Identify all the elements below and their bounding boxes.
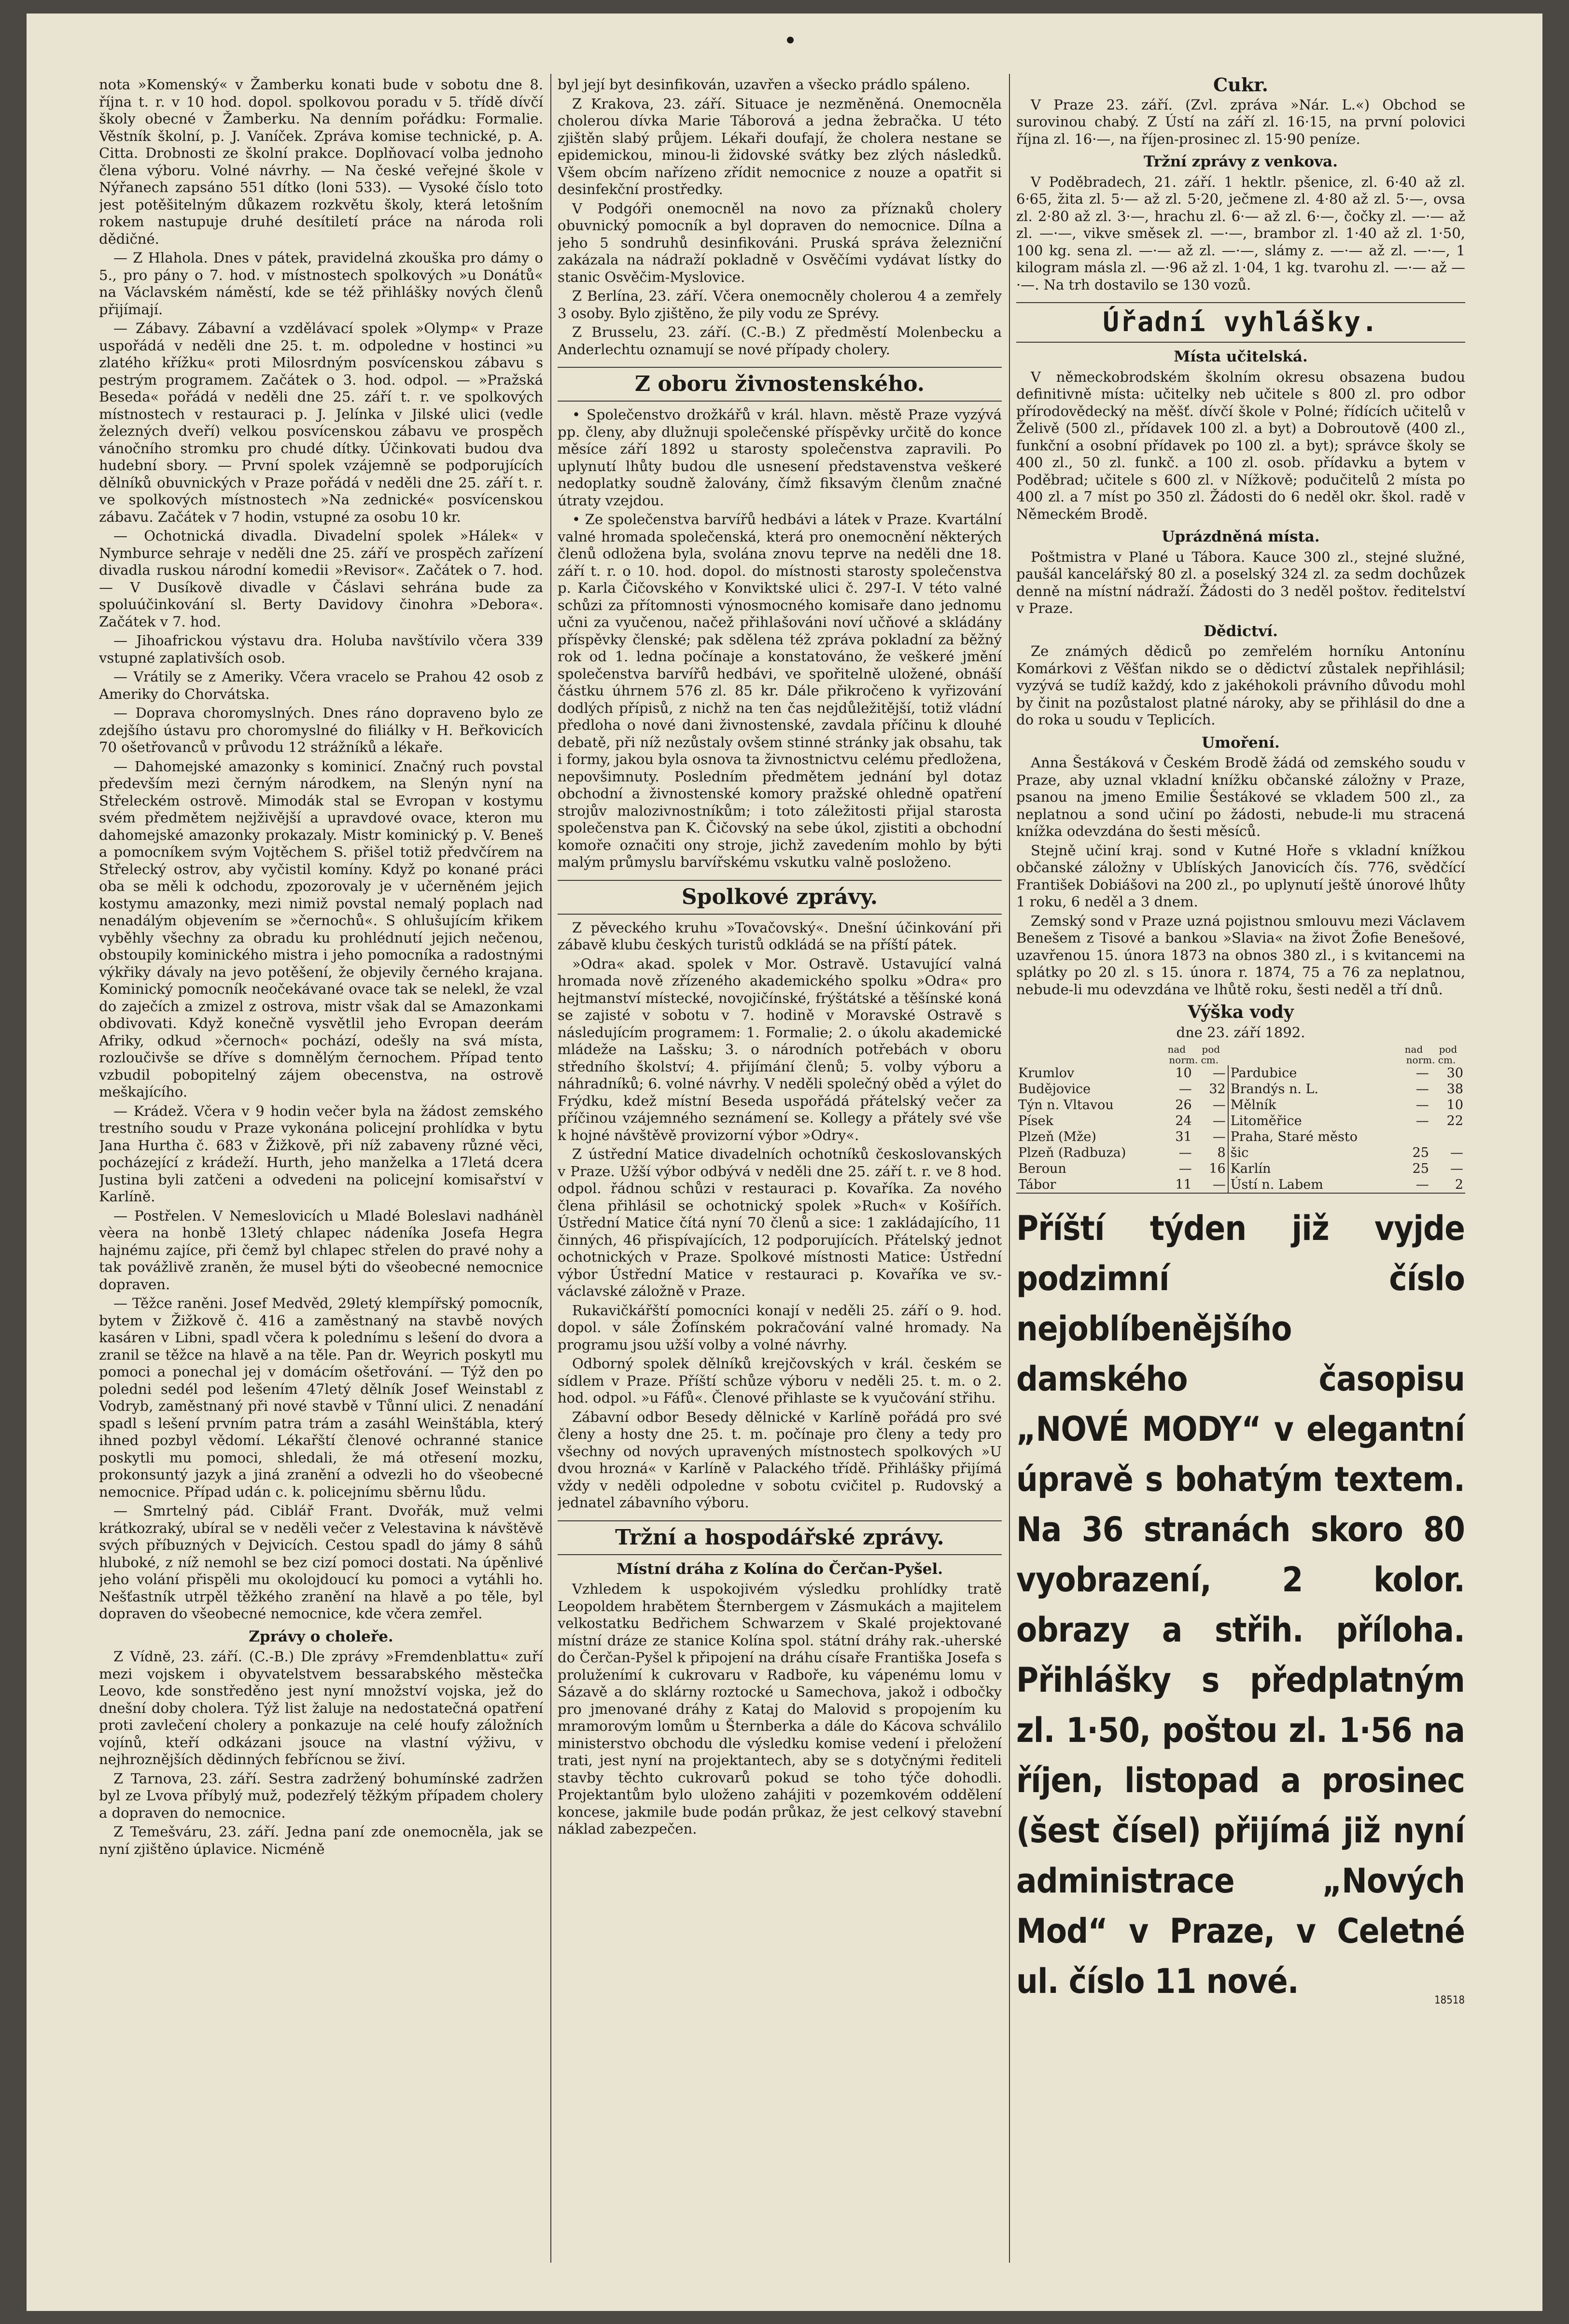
table-cell: 38 <box>1446 1082 1463 1097</box>
table-cell: 25 <box>1412 1145 1429 1160</box>
paragraph: — Dahomejské amazonky s kominicí. Značný ruch povstal především mezi černým národkem, na Slenýn nyní na Střeleckém ostrově. Mimodák stal se Evropan v kostymu svém předmětem nejživější a upravdové ovace, kteron mu dahomejské amazonky prokazaly. Mistr kominický p. V. Beneš a pomocníkem svým Vojtěchem S. přišel totiž předvčírem na Střelecký ostrov, aby vyčistil komíny. Když po konané práci oba se měli k odchodu, zpozorovaly je v učerněném jejich kostymu amazonky, mezi nimiž povstal nemalý poplach nad nenadálým objevením se »černochů«. S ohlušujícím křikem vyběhly všechny za obradu ku prohlédnutí jejich nečenou, obstoupily kominického mistra i jeho pomocníka a radostnými výkřiky dávaly na jevo potěšení, že objevily černého krajana. Kominický pomocník neočekávané ovace tak se nelekl, že vzal do zaječích a zmizel z ostrova, mistr však dal se Amazonkami obdivovati. Když konečně vysvětlil jeho Evropan deerám Afriky, odkud »černoch« pochází, odešly na svá místa, rozloučivše se dříve s domnělým černochem. Případ tento vzbudil pobopitelný zájem obecenstva, na ostrově meškajícího. <box>99 758 543 1100</box>
table-cell: — <box>1212 1129 1226 1144</box>
table-cell: 11 <box>1160 1177 1194 1193</box>
paragraph: — Smrtelný pád. Ciblář Frant. Dvořák, muž velmi krátkozraký, ubíral se v neděli večer z Velestavina k návštěvě svých příbuzných v Dejvicích. Cestou spadl do jámy 8 sáhů hluboké, z níž nemohl se bez cizí pomoci dostati. Na úpěnlivé jeho volání přispěli mu okolojdoucí ku pomoci a vytáhli ho. Nešťastník utrpěl těžkého zranění na hlavě a po těle, byl dopraven do všeobecné nemocnice, kde včera zemřel. <box>99 1503 543 1622</box>
water-level-table <box>1016 1044 1465 1194</box>
table-row <box>1016 1129 1465 1145</box>
table-row <box>1016 1145 1465 1161</box>
table-cell: Litoměřice <box>1228 1113 1397 1129</box>
page-marker <box>787 37 794 43</box>
section-heading-zivnost: Z oboru živnostenského. <box>558 367 1002 402</box>
table-cell <box>1397 1129 1431 1145</box>
table-cell: Praha, Staré město <box>1228 1129 1397 1145</box>
table-cell: 26 <box>1175 1098 1192 1113</box>
table-cell: — <box>1194 1177 1228 1193</box>
table-cell <box>1431 1129 1465 1145</box>
paragraph: — Ochotnická divadla. Divadelní spolek »Hálek« v Nymburce sehraje v neděli dne 25. září ve prospěch zařízení divadla ruskou národní komedii »Revisor«. Začátek o 7. hod. — V Dusíkově divadle v Čáslavi sehrána bude za spoluúčinkování sl. Berty Davidovy činohra »Debora«. Začátek v 7. hod. <box>99 528 543 630</box>
table-cell: Budějovice <box>1018 1082 1091 1097</box>
table-cell: Plzeň (Radbuza) <box>1018 1145 1126 1160</box>
paragraph: Odborný spolek dělníků krejčovských v král. českém se sídlem v Praze. Příští schůze výboru v neděli 25. t. m. o 2. hod. odpol. »u Fáfů«. Členové přihlaste se k vyučování střihu. <box>558 1355 1002 1406</box>
paragraph: Z ústřední Matice divadelních ochotníků českoslovanských v Praze. Užší výbor odbývá v neděli dne 25. září t. r. ve 8 hod. odpol. řádnou schůzi v restauraci p. Kovaříka. Za nového člena přihlásil se ochotnický spolek »Ruch« v Košířích. Ústřední Matice čítá nyní 70 členů a sice: 1 zakládajícího, 11 činných, 46 přispívajících, 12 podporujících. Přátelský jednot ochotnických v Praze. Spolkové místnosti Matice: Ústřední výbor Ústřední Matice v restauraci p. Kovaříka ve sv.-václavské záložně v Praze. <box>558 1146 1002 1299</box>
section-heading-venkov: Tržní zprávy z venkova. <box>1143 153 1338 170</box>
paragraph: Z Tarnova, 23. září. Sestra zadržený bohumínské zadržen byl ze Lvova příbylý muž, podezřelý těžkým případem cholery a dopraven do nemocnice. <box>99 1770 543 1821</box>
table-cell: — <box>1212 1098 1226 1113</box>
paragraph: »Odra« akad. spolek v Mor. Ostravě. Ustavující valná hromada nově zřízeného akademického spolku »Odra« pro hejtmanství místecké, novojičínské, frýštátské a těšínské koná se zajisté v sobotu v 7. hodině v Moravské Ostravě s následujícím programem: 1. Formalie; 2. o úkolu akademické mládeže na Lašsku; 3. o národních potřebách v oboru středního školství; 4. přijímání členů; 5. volby výboru a náhradníků; 6. volné návrhy. V neděli společný oběd a výlet do Frýdku, kdež místní Beseda uspořádá přátelský večer za příčinou vzájemného seznámení se. Kollegy a přátely své vše k hojné návštěvě provizorní výbor »Odry«. <box>558 955 1002 1143</box>
table-cell: Týn n. Vltavou <box>1018 1098 1114 1113</box>
table-cell: — <box>1212 1066 1226 1081</box>
table-cell: 2 <box>1431 1177 1465 1193</box>
table-cell: — <box>1415 1082 1429 1097</box>
table-cell: — <box>1450 1145 1463 1160</box>
paragraph: • Společenstvo drožkářů v král. hlavn. městě Praze vyzývá pp. členy, aby dlužnuji společenské příspěvky určitě do konce měsíce září 1892 u starosty společenstva zapravili. Po uplynutí lhůty budou dle usnesení představenstva veškeré nedoplatky soudně žalovány, čímž fiksavým členům značné útraty vzejdou. <box>558 406 1002 509</box>
subheading: Místa učitelská. <box>1174 348 1308 365</box>
table-row <box>1016 1177 1465 1193</box>
column-header: norm. cm. <box>1406 1054 1456 1066</box>
paragraph: Stejně učiní kraj. sond v Kutné Hoře s vkladní knížkou občanské záložny v Ublíských Janovicích čís. 776, svědčící František Dobiášovi na 200 zl., po uplynutí ještě únorové lhůty 1 roku, 6 neděl a 3 dnem. <box>1016 842 1465 910</box>
table-row <box>1016 1097 1465 1113</box>
table-cell: 25 <box>1412 1161 1429 1176</box>
section-heading-trzni: Tržní a hospodářské zprávy. <box>558 1520 1002 1555</box>
table-cell: — <box>1178 1145 1192 1160</box>
paragraph: V Podgóři onemocněl na novo za příznaků cholery obuvnický pomocník a byl dopraven do nemocnice. Dílna a jeho 5 sondruhů desinfikováni. Pruská správa železniční zakázala na nádraží pokladně v Osvěčími vydávat lístky do stanic Osvěčim-Myslovice. <box>558 200 1002 285</box>
table-cell: 31 <box>1175 1129 1192 1144</box>
paragraph: Poštmistra v Plané u Tábora. Kauce 300 zl., stejné služné, paušál kancelářský 80 zl. a poselský 324 zl. za sedm dochůzek denně na místní nádraží. Žádosti do 3 neděl poštov. ředitelství v Praze. <box>1016 548 1465 616</box>
table-row <box>1016 1065 1465 1081</box>
table-cell: — <box>1178 1082 1192 1097</box>
advertisement-nove-mody <box>1016 1203 1465 2006</box>
paragraph: V německobrodském školním okresu obsazena budou definitivně místa: učitelky neb učitele s 800 zl. pro odbor přírodovědecký na měšť. dívčí škole v Polné; řídících učitelů v Želivě (500 zl., přídavek 100 zl. a byt) a Dobroutově (400 zl., funkční a osobní přídavek po 100 zl. a byt); správce školy se 400 zl., 50 zl. funkč. a 100 zl. osob. přídavku a bytem v Poděbrad; učitele s 600 zl. v Nížkově; podučitelů 2 místa po 400 zl. a 7 míst po 350 zl. Žádosti do 6 neděl okr. škol. radě v Německém Brodě. <box>1016 368 1465 522</box>
table-row <box>1016 1081 1465 1097</box>
table-header-row <box>1016 1055 1465 1065</box>
subheading: Místní dráha z Kolína do Čerčan-Pyšel. <box>616 1560 943 1578</box>
section-heading-cholera: Zprávy o choleře. <box>249 1628 393 1645</box>
column-1 <box>99 76 543 2268</box>
table-cell: — <box>1397 1177 1431 1193</box>
paragraph: — Vrátily se z Ameriky. Včera vracelo se Prahou 42 osob z Ameriky do Chorvátska. <box>99 668 543 702</box>
table-cell: šic <box>1228 1145 1397 1161</box>
paragraph: Anna Šestáková v Českém Brodě žádá od zemského soudu v Praze, aby uznal vkladní knížku občanské záložny v Praze, psanou na jmeno Emilie Šestákové se vkladem 500 zl., za neplatnou a sond učiní po žádosti, nebude-li mu stracená knížka odevzdána do šesti měsíců. <box>1016 754 1465 839</box>
table-cell: Písek <box>1018 1113 1053 1128</box>
paragraph: Ze známých dědiců po zemřelém horníku Antonínu Komárkovi z Věšťan nikdo se o dědictví zůstalek nepřihlásil; vyzývá se tudíž každý, kdo z jakéhokoli právního důvodu mohl by činit na pozůstalost platné nároky, aby se přihlásil do dne a do roka u soudu v Teplicích. <box>1016 643 1465 728</box>
paragraph: Z Vídně, 23. září. (C.-B.) Dle zprávy »Fremdenblattu« zuří mezi vojskem i obyvatelstvem bessarabského městečka Leovo, kde sonstředěno jest nyní množství vojska, jež do dnešní doby cholera. Týž list žaluje na nedostatečná opatření proti zavlečení cholery a ponkazuje na celé houfy záložních vojínů, kteří odkázani jsouce na vlastní výživu, v nejhroznějších dědinných febřícnou se živí. <box>99 1648 543 1767</box>
subheading: Uprázdněná místa. <box>1162 528 1320 545</box>
paragraph: Z Temešváru, 23. září. Jedna paní zde onemocněla, jak se nyní zjištěno úplavice. Nicméně <box>99 1823 543 1857</box>
subheading: Dědictví. <box>1204 622 1278 640</box>
paragraph: — Zábavy. Zábavní a vzdělávací spolek »Olymp« v Praze uspořádá v neděli dne 25. t. m. odpoledne v hostinci »u zlatého křížku« proti Milosrdným posvícenskou zábavu s pestrým programem. Začátek o 3. hod. odpol. — »Pražská Beseda« pořádá v neděli dne 25. září t. r. ve spolkových místnostech v restauraci p. J. Jelínka v Jilské ulici (vedle železných dveří) velkou posvícenskou zábavu ve prospěch vánočního stromku pro chudé dítky. Účinkovati budou dva hudební sbory. — První spolek vzájemně se podporujících dělníků obuvnických v Praze pořádá v neděli dne 25. září t. r. ve spolkových místnostech »Na zednické« posvícenskou zábavu. Začátek v 7 hodin, vstupné za osobu 10 kr. <box>99 320 543 525</box>
table-cell: — <box>1450 1161 1463 1176</box>
table-cell: 16 <box>1209 1161 1226 1176</box>
paragraph: Z Brusselu, 23. září. (C.-B.) Z předměstí Molenbecku a Anderlechtu oznamují se nové případy cholery. <box>558 324 1002 358</box>
table-cell: Brandýs n. L. <box>1228 1081 1397 1097</box>
column-divider <box>550 74 551 2263</box>
paragraph: • Ze společenstva barvířů hedbávi a látek v Praze. Kvartální valné hromada společenská, která pro onemocnění některých členů odložena byla, svolána znovu teprve na neděli dne 18. září t. r. o 10. hod. dopol. do místnosti starosty společenstva p. Karla Čičovského v Konviktské ulici č. 297-I. V této valné schůzi za přítomnosti výnosmocného komisaře dano jednomu učni za vyučenou, načež přihlašováni noví učňové a skládány příspěvky členské; pak sdělena též zpráva pokladní za běžný rok od 1. ledna počínaje a konstatováno, že veškeré jmění společenstva barvířů hedbávi, ve spořitelně uložené, obnáší částku úhrnem 576 zl. 85 kr. Dále přikročeno k vyřizování dodlých přípisů, z nichž na ten čas nejdůležitější, totiž vládní předloha o nové dani živnostenské, zavdala příčinu k dlouhé debatě, při níž nezůstaly ovšem stinné stránky jak obsahu, tak i formy, jakou byla osnova ta živnostnictvu celému předložena, nepovšimnuty. Posledním předmětem jednání byl dotaz obchodní a živnostenské komory pražské ohledně opatření strojův malozivnostníkům; i toto záležitosti přijal starosta společenstva pan K. Čičovský na sebe úkol, zjistiti a obchodní komoře označiti ony stroje, jichž zavedením mohlo by býti malým průmyslu barvířskému vskutku valně posloženo. <box>558 511 1002 870</box>
local-news <box>99 76 543 1623</box>
paragraph: — Z Hlahola. Dnes v pátek, pravidelná zkouška pro dámy o 5., pro pány o 7. hod. v místnostech spolkových »u Donátů« na Václavském náměstí, kde se též přihlášky nových členů přijímají. <box>99 250 543 318</box>
paragraph: — Krádež. Včera v 9 hodin večer byla na žádost zemského trestního soudu v Praze vykonána policejní prohlídka v bytu Jana Hurtha č. 683 v Žižkově, při níž zabaveny různé věci, pocházející z krádeží. Hurth, jeho manželka a 17letá dcera Justina byli zatčeni a odvedeni na policejní komisařství v Karlíně. <box>99 1102 543 1205</box>
table-cell: Krumlov <box>1018 1066 1075 1081</box>
water-level-rows <box>1016 1065 1465 1193</box>
ad-text: Příští týden již vyjde podzimní číslo nejoblíbenějšího damského časopisu „NOVÉ MODY“ v elegantní úpravě s bohatým textem. Na 36 stranách skoro 80 vyobrazení, 2 kolor. obrazy a střih. příloha. Přihlášky s předplatným zl. 1·50, poštou zl. 1·56 na říjen, listopad a prosinec (šest čísel) přijímá již nyní administrace „Nových Mod“ v Praze, v Celetné ul. číslo 11 nové. <box>1016 1209 1465 2001</box>
table-cell: — <box>1415 1113 1429 1128</box>
table-cell: Tábor <box>1016 1177 1160 1193</box>
table-cell: 30 <box>1446 1066 1463 1081</box>
column-divider <box>1009 74 1010 2263</box>
paragraph: nota »Komenský« v Žamberku konati bude v sobotu dne 8. října t. r. v 10 hod. dopol. spolkovou poradu v 5. třídě dívčí školy obecné v Žamberku. Na denním pořádku: Formalie. Věstník školní, p. J. Vaníček. Zpráva komise technické, p. A. Citta. Drobnosti ze školní prakce. Doplňovací volba jednoho člena výboru. Volné návrhy. — Na české veřejné škole v Nýřanech zapsáno 551 dítko (loni 533). — Vysoké číslo toto jest potěšitelným důkazem rozkvětu školy, která letošním rokem nastupuje druhé desítiletí práce na národa roli dědičné. <box>99 76 543 247</box>
table-cell: 10 <box>1175 1066 1192 1081</box>
table-cell: — <box>1415 1098 1429 1113</box>
paragraph: V Praze 23. září. (Zvl. zpráva »Nár. L.«) Obchod se surovinou chabý. Z Ústí na září zl. 16·15, na první polovici října zl. 16·—, na říjen-prosinec zl. 15·90 peníze. <box>1016 96 1465 147</box>
table-cell: 22 <box>1446 1113 1463 1128</box>
table-cell: Mělník <box>1228 1097 1397 1113</box>
paragraph: Vzhledem k uspokojivém výsledku prohlídky tratě Leopoldem hrabětem Šternbergem v Zásmukách a majitelem velkostatku Bedřichem Schwarzem v Skalé projektované místní dráze ze stanice Kolína spol. státní dráhy rak.-uherské do Čerčan-Pyšel k připojení na dráhu císaře Františka Josefa s proluženímí k cukrovaru v Radboře, ku vápenému lomu v Sázavě a do sklárny roztocké u Samechova, jakož i odbočky pro jmenované dráhy z Kataj do Malovid s propojením ku mramorovým lomům u Šternberka a dále do Kácova schválilo ministerstvo obchodu dle výsledku komise vedení i přeložení trati, jest nyní na projektantech, aby se s dotyčnými řediteli stavby těchto cukrovarů pokud se toho týče dohodli. Projektantům bylo uloženo zahájiti v pozemkovém oddělení koncese, jakmile bude podán průkaz, že jest celkový stavební náklad zabezpečen. <box>558 1581 1002 1837</box>
table-cell: 10 <box>1446 1098 1463 1113</box>
table-cell: Beroun <box>1018 1161 1066 1176</box>
table-cell: — <box>1212 1113 1226 1128</box>
paragraph: — Postřelen. V Nemeslovicích u Mladé Boleslavi nadhánèl vèera na honbě 13letý chlapec nádeníka Josefa Hegra hajnému zajíce, při čemž byl chlapec střelen do pravé nohy a tak povážlivě zraněn, že musel býti do všeobecné nemocnice dopraven. <box>99 1207 543 1293</box>
paragraph: Zemský sond v Praze uzná pojistnou smlouvu mezi Václavem Benešem z Tisové a bankou »Slavia« na život Žofie Benešové, uzavřenou 15. února 1873 na obnos 380 zl., i s kvitancemi na splátky po 20 zl. s 15. února r. 1874, 75 a 76 za neplatnou, nebude-li mu odevzdána ve lhůtě roku, šesti neděl a tří dnů. <box>1016 912 1465 998</box>
column-3 <box>1016 76 1465 2268</box>
paragraph: — Jihoafrickou výstavu dra. Holuba navštívilo včera 339 vstupné zaplativších osob. <box>99 632 543 666</box>
newspaper-page <box>27 14 1542 2311</box>
ad-number: 18518 <box>1434 1994 1465 2006</box>
column-header: pod <box>1202 1044 1220 1055</box>
table-cell: Karlín <box>1228 1161 1397 1177</box>
table-cell: 8 <box>1217 1145 1226 1160</box>
table-row <box>1016 1161 1465 1177</box>
table-header-row <box>1016 1044 1465 1055</box>
table-cell: 32 <box>1209 1082 1226 1097</box>
section-heading-spolkove: Spolkové zprávy. <box>558 880 1002 915</box>
paragraph: — Doprava choromyslných. Dnes ráno dopraveno bylo ze zdejšího ústavu pro choromyslné do filiálky v H. Beřkovicích 70 ošetřovanců v průvodu 12 strážníků a lékaře. <box>99 705 543 755</box>
table-cell: Plzeň (Mže) <box>1018 1129 1096 1144</box>
section-heading-urad: Úřadní vyhlášky. <box>1016 302 1465 343</box>
section-heading-cukr: Cukr. <box>1213 76 1268 96</box>
paragraph: Rukavičkářští pomocníci konají v neděli 25. září o 9. hod. dopol. v sále Žofínském pokračování valné hromady. Na programu jsou užší volby a volné návrhy. <box>558 1302 1002 1353</box>
table-cell: 24 <box>1175 1113 1192 1128</box>
table-cell: Ústí n. Labem <box>1228 1177 1397 1193</box>
table-cell: — <box>1178 1161 1192 1176</box>
paragraph: — Těžce raněni. Josef Medvěd, 29letý klempířský pomocník, bytem v Žižkově č. 416 a zaměstnaný na stavbě nových kasáren v Libni, spadl včera k polednímu s lešení do dvora a zranil se těžce na hlavě a na těle. Pan dr. Weyrich poskytl mu pomoci a ponechal jej v domácím ošetřování. — Týž den po poledni sedél pod lešením 47letý dělník Josef Weinstabl z Vodryb, zaměstnaný při nové stavbě v Tůnní ulici. Z nenadání spadl s lešení prvním patra trám a zasáhl Weinštábla, který ihned pozbyl vědomí. Lékařští členové ochranné stanice poskytli mu pomoci, shledali, že má otřesení mozku, prokonsuntý jazyk a jiná zranění a odvezli ho do všeobecné nemocnice. Případ udán c. k. policejnímu sběrnu lůdu. <box>99 1295 543 1500</box>
paragraph: byl její byt desinfikován, uzavřen a všecko prádlo spáleno. <box>558 76 970 93</box>
paragraph: V Poděbradech, 21. září. 1 hektlr. pšenice, zl. 6·40 až zl. 6·65, žita zl. 5·— až zl. 5·20, ječmene zl. 4·80 až zl. 5·—, ovsa zl. 2·80 až zl. 3·—, hrachu zl. 6·— až zl. 6·—, čočky zl. —·— až zl. —·—, vikve směsek zl. —·—, brambor zl. 1·40 až zl. 1·50, 100 kg. sena zl. —·— až zl. —·—, slámy z. —·— až zl. —·—, 1 kilogram másla zl. —·96 až zl. 1·04, 1 kg. tvarohu zl. —·— až —·—. Na trh dostavilo se 130 vozů. <box>1016 173 1465 293</box>
paragraph: Z Berlína, 23. září. Včera onemocněly cholerou 4 a zemřely 3 osoby. Bylo zjištěno, že pily vodu ze Sprévy. <box>558 288 1002 321</box>
table-cell: Pardubice <box>1228 1065 1397 1081</box>
column-header: pod <box>1439 1044 1457 1055</box>
paragraph: Z pěveckého kruhu »Tovačovský«. Dnešní účinkování při zábavě klubu českých turistů odkládá se na příští pátek. <box>558 919 1002 953</box>
column-2 <box>558 76 1002 2268</box>
water-level-title: Výška vody <box>1188 1002 1294 1022</box>
table-row <box>1016 1113 1465 1129</box>
column-header: norm. cm. <box>1169 1054 1219 1066</box>
column-header: nad <box>1167 1044 1186 1055</box>
paragraph: Z Krakova, 23. září. Situace je nezměněná. Onemocněla cholerou dívka Marie Táborová a jedna žebračka. U této zjištěn slabý průjem. Lékaři doufají, že cholera nestane se epidemickou, minou-li židovské svátky bez zlých následků. Všem obcím nařízeno zřídit nemocnice z nouze a opatřit si desinfekční prostředky. <box>558 95 1002 197</box>
subheading: Umoření. <box>1202 734 1280 751</box>
table-cell: — <box>1415 1066 1429 1081</box>
water-level-date: dne 23. září 1892. <box>1176 1024 1305 1041</box>
column-header: nad <box>1404 1044 1423 1055</box>
paragraph: Zábavní odbor Besedy dělnické v Karlíně pořádá pro své členy a hosty dne 25. t. m. počínaje pro členy a tedy pro všechny od nových upravených místnostech spolkových »U dvou hrozná« v Karlíně v Palackého třídě. Přihlášky přijímá vždy v neděli odpoledne v sobotu cvičitel p. Rudovský a jednatel zábavního výboru. <box>558 1408 1002 1511</box>
